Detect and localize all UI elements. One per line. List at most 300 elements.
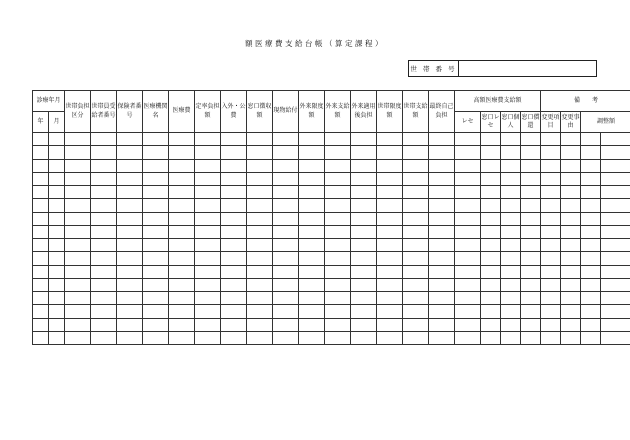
table-cell[interactable] (65, 278, 91, 291)
table-cell[interactable] (455, 252, 481, 265)
table-cell[interactable] (521, 186, 541, 199)
table-cell[interactable] (221, 252, 247, 265)
table-cell[interactable] (429, 225, 455, 238)
table-cell[interactable] (33, 292, 49, 305)
table-cell[interactable] (221, 159, 247, 172)
table-cell[interactable] (541, 252, 561, 265)
table-cell[interactable] (117, 159, 143, 172)
table-cell[interactable] (325, 331, 351, 344)
table-cell[interactable] (351, 186, 377, 199)
table-cell[interactable] (221, 318, 247, 331)
table-cell[interactable] (351, 278, 377, 291)
table-cell[interactable] (325, 159, 351, 172)
table-cell[interactable] (501, 292, 521, 305)
table-cell[interactable] (403, 186, 429, 199)
table-cell[interactable] (541, 265, 561, 278)
table-cell[interactable] (581, 186, 601, 199)
table-cell[interactable] (601, 265, 630, 278)
table-cell[interactable] (325, 265, 351, 278)
table-cell[interactable] (455, 133, 481, 146)
table-cell[interactable] (601, 252, 630, 265)
table-cell[interactable] (455, 292, 481, 305)
table-cell[interactable] (521, 252, 541, 265)
table-cell[interactable] (33, 331, 49, 344)
table-cell[interactable] (247, 318, 273, 331)
table-cell[interactable] (33, 278, 49, 291)
table-cell[interactable] (481, 278, 501, 291)
table-cell[interactable] (49, 172, 65, 185)
table-cell[interactable] (351, 172, 377, 185)
table-cell[interactable] (403, 252, 429, 265)
table-cell[interactable] (221, 146, 247, 159)
table-cell[interactable] (351, 133, 377, 146)
table-cell[interactable] (33, 305, 49, 318)
table-cell[interactable] (143, 186, 169, 199)
table-cell[interactable] (169, 172, 195, 185)
table-cell[interactable] (377, 278, 403, 291)
table-cell[interactable] (325, 186, 351, 199)
table-cell[interactable] (91, 331, 117, 344)
table-cell[interactable] (351, 199, 377, 212)
table-cell[interactable] (299, 318, 325, 331)
table-cell[interactable] (521, 159, 541, 172)
table-cell[interactable] (65, 146, 91, 159)
table-cell[interactable] (143, 278, 169, 291)
table-cell[interactable] (195, 186, 221, 199)
table-cell[interactable] (561, 186, 581, 199)
table-cell[interactable] (377, 225, 403, 238)
table-cell[interactable] (541, 278, 561, 291)
table-cell[interactable] (49, 252, 65, 265)
table-cell[interactable] (429, 278, 455, 291)
table-cell[interactable] (521, 278, 541, 291)
table-cell[interactable] (481, 133, 501, 146)
table-cell[interactable] (429, 292, 455, 305)
table-cell[interactable] (33, 239, 49, 252)
table-cell[interactable] (403, 239, 429, 252)
table-cell[interactable] (351, 265, 377, 278)
table-cell[interactable] (49, 199, 65, 212)
table-cell[interactable] (143, 318, 169, 331)
table-cell[interactable] (455, 225, 481, 238)
table-cell[interactable] (143, 239, 169, 252)
table-cell[interactable] (521, 133, 541, 146)
table-cell[interactable] (351, 318, 377, 331)
table-cell[interactable] (481, 199, 501, 212)
table-cell[interactable] (601, 212, 630, 225)
table-cell[interactable] (91, 292, 117, 305)
table-cell[interactable] (169, 305, 195, 318)
table-cell[interactable] (273, 252, 299, 265)
table-cell[interactable] (481, 225, 501, 238)
table-cell[interactable] (195, 318, 221, 331)
table-cell[interactable] (481, 331, 501, 344)
table-cell[interactable] (455, 278, 481, 291)
table-cell[interactable] (117, 292, 143, 305)
table-cell[interactable] (429, 186, 455, 199)
table-cell[interactable] (481, 186, 501, 199)
table-cell[interactable] (561, 159, 581, 172)
table-cell[interactable] (601, 199, 630, 212)
table-cell[interactable] (49, 318, 65, 331)
table-cell[interactable] (403, 331, 429, 344)
table-cell[interactable] (561, 331, 581, 344)
table-cell[interactable] (601, 278, 630, 291)
table-cell[interactable] (299, 146, 325, 159)
table-cell[interactable] (169, 146, 195, 159)
table-cell[interactable] (377, 186, 403, 199)
table-cell[interactable] (49, 133, 65, 146)
table-cell[interactable] (581, 331, 601, 344)
table-cell[interactable] (49, 225, 65, 238)
table-cell[interactable] (49, 186, 65, 199)
table-cell[interactable] (221, 199, 247, 212)
table-cell[interactable] (195, 212, 221, 225)
table-cell[interactable] (601, 292, 630, 305)
table-cell[interactable] (247, 278, 273, 291)
table-cell[interactable] (351, 331, 377, 344)
table-cell[interactable] (49, 146, 65, 159)
table-cell[interactable] (65, 292, 91, 305)
table-cell[interactable] (65, 239, 91, 252)
table-cell[interactable] (429, 318, 455, 331)
table-cell[interactable] (247, 212, 273, 225)
table-cell[interactable] (403, 212, 429, 225)
table-cell[interactable] (117, 186, 143, 199)
table-cell[interactable] (521, 331, 541, 344)
table-cell[interactable] (273, 146, 299, 159)
table-cell[interactable] (521, 292, 541, 305)
table-cell[interactable] (377, 318, 403, 331)
table-cell[interactable] (273, 292, 299, 305)
table-cell[interactable] (429, 133, 455, 146)
table-cell[interactable] (169, 212, 195, 225)
table-cell[interactable] (481, 252, 501, 265)
table-cell[interactable] (273, 305, 299, 318)
table-cell[interactable] (455, 212, 481, 225)
table-cell[interactable] (455, 265, 481, 278)
table-cell[interactable] (455, 159, 481, 172)
table-cell[interactable] (273, 199, 299, 212)
table-cell[interactable] (221, 212, 247, 225)
table-cell[interactable] (299, 212, 325, 225)
table-cell[interactable] (143, 292, 169, 305)
table-cell[interactable] (561, 265, 581, 278)
table-cell[interactable] (351, 305, 377, 318)
table-cell[interactable] (273, 159, 299, 172)
table-cell[interactable] (541, 146, 561, 159)
table-cell[interactable] (247, 239, 273, 252)
table-cell[interactable] (49, 331, 65, 344)
table-cell[interactable] (169, 186, 195, 199)
table-cell[interactable] (561, 305, 581, 318)
table-cell[interactable] (299, 225, 325, 238)
table-cell[interactable] (541, 331, 561, 344)
table-cell[interactable] (521, 225, 541, 238)
table-cell[interactable] (601, 239, 630, 252)
table-cell[interactable] (299, 186, 325, 199)
table-cell[interactable] (325, 172, 351, 185)
table-cell[interactable] (481, 318, 501, 331)
table-cell[interactable] (221, 133, 247, 146)
table-cell[interactable] (169, 199, 195, 212)
table-cell[interactable] (325, 278, 351, 291)
table-cell[interactable] (273, 225, 299, 238)
table-cell[interactable] (33, 159, 49, 172)
table-cell[interactable] (299, 133, 325, 146)
table-cell[interactable] (403, 265, 429, 278)
table-cell[interactable] (195, 265, 221, 278)
table-cell[interactable] (501, 146, 521, 159)
table-cell[interactable] (117, 318, 143, 331)
table-cell[interactable] (561, 278, 581, 291)
table-cell[interactable] (247, 292, 273, 305)
table-cell[interactable] (601, 186, 630, 199)
table-cell[interactable] (143, 225, 169, 238)
table-cell[interactable] (117, 172, 143, 185)
table-cell[interactable] (481, 146, 501, 159)
table-cell[interactable] (481, 239, 501, 252)
table-cell[interactable] (299, 292, 325, 305)
table-cell[interactable] (429, 252, 455, 265)
table-cell[interactable] (561, 133, 581, 146)
table-cell[interactable] (65, 265, 91, 278)
table-cell[interactable] (403, 159, 429, 172)
table-cell[interactable] (299, 305, 325, 318)
table-cell[interactable] (541, 133, 561, 146)
table-cell[interactable] (351, 292, 377, 305)
table-cell[interactable] (91, 265, 117, 278)
table-cell[interactable] (169, 292, 195, 305)
table-cell[interactable] (117, 146, 143, 159)
table-cell[interactable] (195, 305, 221, 318)
table-cell[interactable] (521, 146, 541, 159)
table-cell[interactable] (91, 172, 117, 185)
table-cell[interactable] (455, 331, 481, 344)
table-cell[interactable] (33, 172, 49, 185)
table-cell[interactable] (351, 239, 377, 252)
table-cell[interactable] (325, 133, 351, 146)
table-cell[interactable] (481, 305, 501, 318)
table-cell[interactable] (49, 292, 65, 305)
table-cell[interactable] (601, 133, 630, 146)
table-cell[interactable] (377, 292, 403, 305)
table-cell[interactable] (117, 331, 143, 344)
table-cell[interactable] (403, 292, 429, 305)
table-cell[interactable] (195, 146, 221, 159)
table-cell[interactable] (169, 225, 195, 238)
table-cell[interactable] (195, 159, 221, 172)
table-cell[interactable] (377, 133, 403, 146)
table-cell[interactable] (501, 225, 521, 238)
table-cell[interactable] (195, 199, 221, 212)
table-cell[interactable] (501, 252, 521, 265)
table-cell[interactable] (429, 199, 455, 212)
table-cell[interactable] (455, 186, 481, 199)
table-cell[interactable] (273, 172, 299, 185)
table-cell[interactable] (377, 159, 403, 172)
table-cell[interactable] (541, 159, 561, 172)
table-cell[interactable] (325, 292, 351, 305)
table-cell[interactable] (351, 159, 377, 172)
table-cell[interactable] (33, 146, 49, 159)
table-cell[interactable] (601, 318, 630, 331)
table-cell[interactable] (247, 186, 273, 199)
table-cell[interactable] (117, 225, 143, 238)
table-cell[interactable] (65, 212, 91, 225)
table-cell[interactable] (195, 278, 221, 291)
table-cell[interactable] (581, 199, 601, 212)
table-cell[interactable] (541, 225, 561, 238)
table-cell[interactable] (247, 133, 273, 146)
table-cell[interactable] (377, 172, 403, 185)
table-cell[interactable] (377, 239, 403, 252)
table-cell[interactable] (65, 305, 91, 318)
table-cell[interactable] (429, 305, 455, 318)
table-cell[interactable] (501, 133, 521, 146)
table-cell[interactable] (65, 318, 91, 331)
table-cell[interactable] (91, 212, 117, 225)
table-cell[interactable] (143, 172, 169, 185)
table-cell[interactable] (221, 331, 247, 344)
table-cell[interactable] (541, 212, 561, 225)
table-cell[interactable] (429, 239, 455, 252)
table-cell[interactable] (481, 172, 501, 185)
table-cell[interactable] (299, 278, 325, 291)
table-cell[interactable] (541, 199, 561, 212)
table-cell[interactable] (403, 146, 429, 159)
table-cell[interactable] (561, 146, 581, 159)
table-cell[interactable] (521, 318, 541, 331)
table-cell[interactable] (561, 199, 581, 212)
table-cell[interactable] (403, 225, 429, 238)
table-cell[interactable] (601, 305, 630, 318)
table-cell[interactable] (273, 278, 299, 291)
table-cell[interactable] (581, 265, 601, 278)
table-cell[interactable] (403, 278, 429, 291)
table-cell[interactable] (377, 199, 403, 212)
table-cell[interactable] (143, 212, 169, 225)
table-cell[interactable] (501, 305, 521, 318)
table-cell[interactable] (325, 212, 351, 225)
table-cell[interactable] (169, 278, 195, 291)
table-cell[interactable] (501, 212, 521, 225)
table-cell[interactable] (91, 239, 117, 252)
table-cell[interactable] (325, 305, 351, 318)
table-cell[interactable] (561, 318, 581, 331)
table-cell[interactable] (521, 265, 541, 278)
table-cell[interactable] (403, 305, 429, 318)
table-cell[interactable] (247, 172, 273, 185)
table-cell[interactable] (601, 172, 630, 185)
table-cell[interactable] (221, 225, 247, 238)
table-cell[interactable] (601, 159, 630, 172)
table-cell[interactable] (403, 199, 429, 212)
table-cell[interactable] (455, 305, 481, 318)
table-cell[interactable] (143, 199, 169, 212)
table-cell[interactable] (33, 199, 49, 212)
table-cell[interactable] (601, 331, 630, 344)
table-cell[interactable] (561, 292, 581, 305)
table-cell[interactable] (91, 305, 117, 318)
table-cell[interactable] (91, 252, 117, 265)
table-cell[interactable] (221, 186, 247, 199)
table-cell[interactable] (601, 225, 630, 238)
table-cell[interactable] (65, 252, 91, 265)
table-cell[interactable] (91, 318, 117, 331)
table-cell[interactable] (33, 265, 49, 278)
table-cell[interactable] (195, 239, 221, 252)
table-cell[interactable] (221, 292, 247, 305)
table-cell[interactable] (65, 133, 91, 146)
table-cell[interactable] (429, 172, 455, 185)
table-cell[interactable] (91, 159, 117, 172)
table-cell[interactable] (169, 133, 195, 146)
table-cell[interactable] (299, 159, 325, 172)
table-cell[interactable] (143, 159, 169, 172)
table-cell[interactable] (169, 331, 195, 344)
table-cell[interactable] (273, 265, 299, 278)
table-cell[interactable] (247, 305, 273, 318)
table-cell[interactable] (541, 318, 561, 331)
table-cell[interactable] (169, 265, 195, 278)
table-cell[interactable] (169, 159, 195, 172)
table-cell[interactable] (49, 265, 65, 278)
table-cell[interactable] (481, 212, 501, 225)
table-cell[interactable] (273, 318, 299, 331)
table-cell[interactable] (117, 133, 143, 146)
table-cell[interactable] (501, 172, 521, 185)
table-cell[interactable] (273, 133, 299, 146)
table-cell[interactable] (501, 278, 521, 291)
table-cell[interactable] (49, 239, 65, 252)
table-cell[interactable] (143, 146, 169, 159)
table-cell[interactable] (169, 252, 195, 265)
table-cell[interactable] (221, 239, 247, 252)
table-cell[interactable] (561, 252, 581, 265)
table-cell[interactable] (143, 305, 169, 318)
table-cell[interactable] (455, 199, 481, 212)
table-cell[interactable] (49, 159, 65, 172)
table-cell[interactable] (247, 199, 273, 212)
table-cell[interactable] (221, 278, 247, 291)
table-cell[interactable] (273, 239, 299, 252)
table-cell[interactable] (91, 186, 117, 199)
table-cell[interactable] (299, 331, 325, 344)
table-cell[interactable] (33, 225, 49, 238)
table-cell[interactable] (247, 159, 273, 172)
table-cell[interactable] (455, 146, 481, 159)
table-cell[interactable] (273, 212, 299, 225)
table-cell[interactable] (581, 305, 601, 318)
table-cell[interactable] (195, 331, 221, 344)
table-cell[interactable] (581, 252, 601, 265)
table-cell[interactable] (325, 252, 351, 265)
table-cell[interactable] (117, 212, 143, 225)
table-cell[interactable] (299, 239, 325, 252)
table-cell[interactable] (299, 252, 325, 265)
table-cell[interactable] (541, 292, 561, 305)
table-cell[interactable] (195, 225, 221, 238)
table-cell[interactable] (65, 331, 91, 344)
table-cell[interactable] (501, 265, 521, 278)
table-cell[interactable] (299, 172, 325, 185)
table-cell[interactable] (247, 252, 273, 265)
table-cell[interactable] (143, 252, 169, 265)
table-cell[interactable] (33, 212, 49, 225)
table-cell[interactable] (91, 225, 117, 238)
table-cell[interactable] (65, 159, 91, 172)
